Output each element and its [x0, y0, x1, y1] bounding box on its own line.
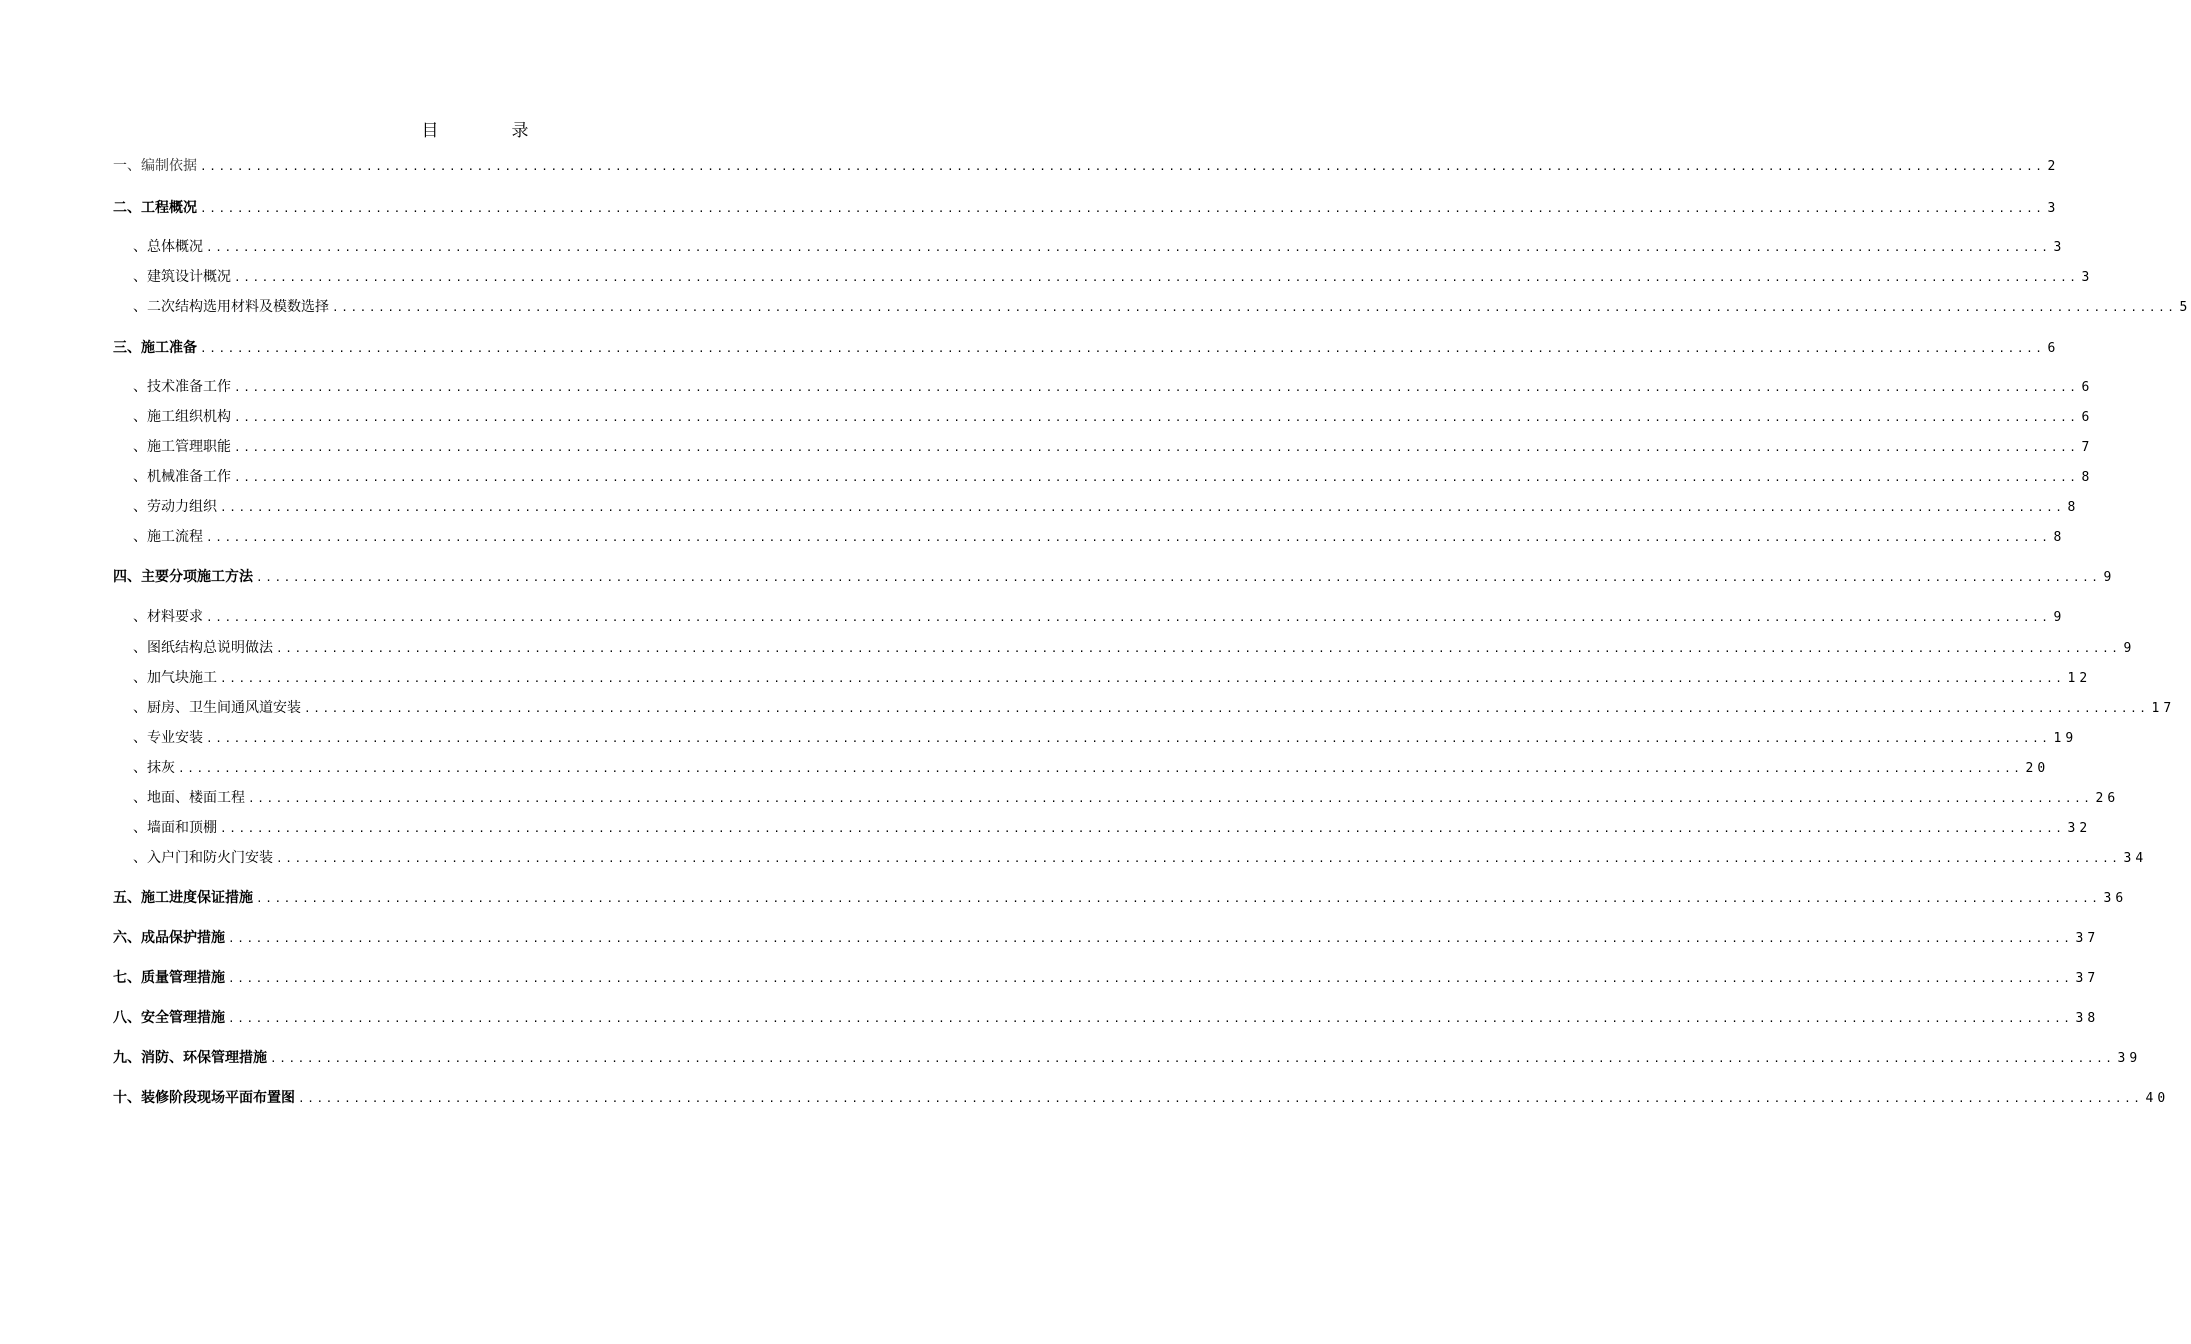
- toc-page-number: 5: [2179, 300, 2191, 315]
- toc-dot-leader: ........................................................................................................................................................................................................: [220, 501, 2065, 514]
- toc-chapter-entry[interactable]: [113, 1048, 2142, 1068]
- toc-dot-leader: ........................................................................................................................................................................................................: [220, 822, 2065, 835]
- toc-entry-label: 、总体概况: [133, 239, 203, 255]
- toc-entry-label: 、施工组织机构: [133, 409, 231, 425]
- toc-section-entry[interactable]: [133, 818, 2092, 838]
- toc-dot-leader: ........................................................................................................................................................................................................: [234, 381, 2079, 394]
- toc-page-number: 40: [2145, 1091, 2170, 1106]
- table-of-contents: [113, 0, 2191, 1344]
- toc-page-number: 37: [2075, 971, 2100, 986]
- toc-page-number: 12: [2067, 671, 2092, 686]
- toc-section-entry[interactable]: [133, 758, 2050, 778]
- toc-dot-leader: ........................................................................................................................................................................................................: [178, 762, 2023, 775]
- toc-section-entry[interactable]: [133, 668, 2092, 688]
- toc-entry-label: 三、施工准备: [113, 340, 197, 356]
- toc-page-number: 8: [2067, 500, 2080, 515]
- toc-entry-label: 一、编制依据: [113, 158, 197, 174]
- toc-page-number: 38: [2075, 1011, 2100, 1026]
- toc-dot-leader: ........................................................................................................................................................................................................: [234, 411, 2079, 424]
- toc-dot-leader: ........................................................................................................................................................................................................: [332, 301, 2177, 314]
- toc-entry-label: 、入户门和防火门安装: [133, 850, 273, 866]
- toc-page-number: 20: [2025, 761, 2050, 776]
- toc-entry-label: 八、安全管理措施: [113, 1010, 225, 1026]
- toc-entry-label: 、材料要求: [133, 609, 203, 625]
- toc-dot-leader: ........................................................................................................................................................................................................: [256, 892, 2101, 905]
- toc-section-entry[interactable]: [133, 377, 2094, 397]
- toc-entry-label: 、地面、楼面工程: [133, 790, 245, 806]
- toc-entry-label: 、专业安装: [133, 730, 203, 746]
- toc-entry-label: 四、主要分项施工方法: [113, 569, 253, 585]
- toc-entry-label: 五、施工进度保证措施: [113, 890, 253, 906]
- toc-entry-label: 九、消防、环保管理措施: [113, 1050, 267, 1066]
- toc-chapter-entry[interactable]: [113, 1088, 2170, 1108]
- toc-page-number: 6: [2081, 380, 2094, 395]
- toc-dot-leader: ........................................................................................................................................................................................................: [248, 792, 2093, 805]
- toc-page-number: 17: [2151, 701, 2176, 716]
- toc-page-number: 19: [2053, 731, 2078, 746]
- toc-chapter-entry[interactable]: [113, 1008, 2100, 1028]
- toc-section-entry[interactable]: [133, 267, 2094, 287]
- toc-entry-label: 、劳动力组织: [133, 499, 217, 515]
- toc-entry-label: 、墙面和顶棚: [133, 820, 217, 836]
- toc-entry-label: 六、成品保护措施: [113, 930, 225, 946]
- toc-chapter-entry[interactable]: [113, 198, 2060, 218]
- toc-page-number: 3: [2053, 240, 2066, 255]
- toc-entry-label: 二、工程概况: [113, 200, 197, 216]
- toc-entry-label: 、厨房、卫生间通风道安装: [133, 700, 301, 716]
- toc-page-number: 2: [2047, 159, 2060, 174]
- toc-dot-leader: ........................................................................................................................................................................................................: [206, 531, 2051, 544]
- toc-page-number: 9: [2123, 641, 2136, 656]
- toc-section-entry[interactable]: [133, 728, 2078, 748]
- toc-page-number: 6: [2047, 341, 2060, 356]
- toc-section-entry[interactable]: [133, 297, 2191, 317]
- toc-dot-leader: ........................................................................................................................................................................................................: [228, 972, 2073, 985]
- toc-chapter-entry[interactable]: [113, 928, 2100, 948]
- toc-dot-leader: ........................................................................................................................................................................................................: [220, 672, 2065, 685]
- toc-dot-leader: ........................................................................................................................................................................................................: [298, 1092, 2143, 1105]
- toc-entry-label: 、施工管理职能: [133, 439, 231, 455]
- toc-page-number: 26: [2095, 791, 2120, 806]
- toc-dot-leader: ........................................................................................................................................................................................................: [234, 271, 2079, 284]
- toc-section-entry[interactable]: [133, 407, 2094, 427]
- toc-section-entry[interactable]: [133, 638, 2136, 658]
- toc-entry-label: 、图纸结构总说明做法: [133, 640, 273, 656]
- toc-section-entry[interactable]: [133, 848, 2148, 868]
- toc-chapter-entry[interactable]: [113, 567, 2116, 587]
- toc-page-number: 7: [2081, 440, 2094, 455]
- toc-section-entry[interactable]: [133, 497, 2080, 517]
- toc-page-number: 36: [2103, 891, 2128, 906]
- toc-section-entry[interactable]: [133, 237, 2066, 257]
- toc-entry-label: 、加气块施工: [133, 670, 217, 686]
- toc-section-entry[interactable]: [133, 467, 2094, 487]
- toc-page-number: 3: [2047, 201, 2060, 216]
- toc-dot-leader: ........................................................................................................................................................................................................: [206, 611, 2051, 624]
- toc-section-entry[interactable]: [133, 607, 2066, 627]
- toc-dot-leader: ........................................................................................................................................................................................................: [270, 1052, 2115, 1065]
- toc-dot-leader: ........................................................................................................................................................................................................: [234, 471, 2079, 484]
- toc-dot-leader: ........................................................................................................................................................................................................: [234, 441, 2079, 454]
- toc-dot-leader: ........................................................................................................................................................................................................: [200, 202, 2045, 215]
- toc-dot-leader: ........................................................................................................................................................................................................: [228, 1012, 2073, 1025]
- toc-chapter-entry[interactable]: [113, 888, 2128, 908]
- toc-page-number: 9: [2053, 610, 2066, 625]
- toc-dot-leader: ........................................................................................................................................................................................................: [304, 702, 2149, 715]
- toc-page-number: 37: [2075, 931, 2100, 946]
- toc-section-entry[interactable]: [133, 788, 2120, 808]
- toc-page-number: 6: [2081, 410, 2094, 425]
- toc-dot-leader: ........................................................................................................................................................................................................: [200, 160, 2045, 173]
- toc-section-entry[interactable]: [133, 437, 2094, 457]
- toc-dot-leader: ........................................................................................................................................................................................................: [256, 571, 2101, 584]
- toc-page-number: 8: [2053, 530, 2066, 545]
- toc-page-number: 9: [2103, 570, 2116, 585]
- toc-chapter-entry[interactable]: [113, 968, 2100, 988]
- toc-entry-label: 、技术准备工作: [133, 379, 231, 395]
- toc-entry-label: 、机械准备工作: [133, 469, 231, 485]
- toc-dot-leader: ........................................................................................................................................................................................................: [200, 342, 2045, 355]
- toc-page-number: 3: [2081, 270, 2094, 285]
- toc-entry-label: 七、质量管理措施: [113, 970, 225, 986]
- toc-page-number: 39: [2117, 1051, 2142, 1066]
- toc-entry-label: 、建筑设计概况: [133, 269, 231, 285]
- toc-page-number: 8: [2081, 470, 2094, 485]
- toc-entry-label: 、抹灰: [133, 760, 175, 776]
- toc-dot-leader: ........................................................................................................................................................................................................: [228, 932, 2073, 945]
- toc-chapter-entry[interactable]: [113, 338, 2060, 358]
- toc-entry-label: 十、装修阶段现场平面布置图: [113, 1090, 295, 1106]
- toc-page-number: 34: [2123, 851, 2148, 866]
- toc-page-number: 32: [2067, 821, 2092, 836]
- toc-chapter-entry[interactable]: [113, 156, 2060, 176]
- toc-dot-leader: ........................................................................................................................................................................................................: [276, 642, 2121, 655]
- toc-dot-leader: ........................................................................................................................................................................................................: [206, 241, 2051, 254]
- toc-entry-label: 、二次结构选用材料及模数选择: [133, 299, 329, 315]
- toc-dot-leader: ........................................................................................................................................................................................................: [276, 852, 2121, 865]
- page-title: 目 录: [421, 121, 557, 141]
- toc-section-entry[interactable]: [133, 698, 2176, 718]
- toc-dot-leader: ........................................................................................................................................................................................................: [206, 732, 2051, 745]
- toc-section-entry[interactable]: [133, 527, 2066, 547]
- toc-entry-label: 、施工流程: [133, 529, 203, 545]
